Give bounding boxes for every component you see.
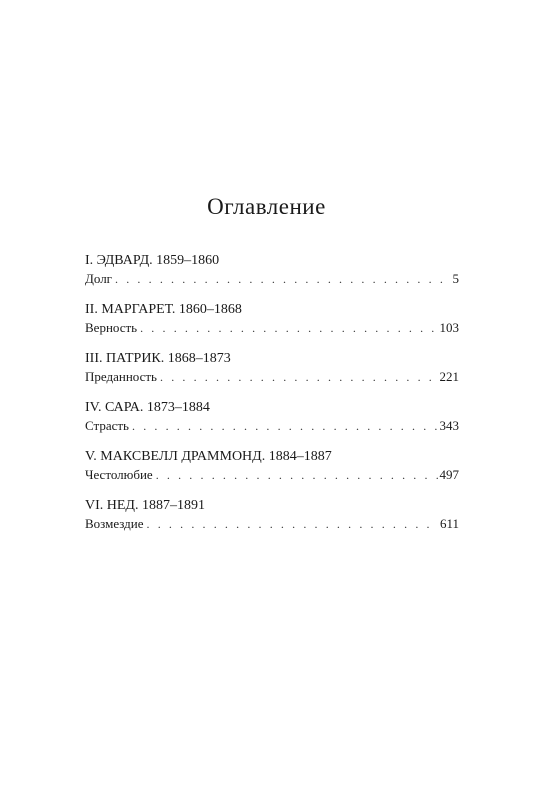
dot-leader bbox=[140, 320, 437, 337]
toc-entry[interactable] bbox=[85, 368, 459, 385]
dot-leader bbox=[147, 516, 438, 533]
part-heading: I. ЭДВАРД. 1859–1860 bbox=[85, 253, 220, 268]
toc-part bbox=[85, 301, 459, 336]
entry-title: Честолюбие bbox=[85, 467, 153, 482]
page-number: 103 bbox=[439, 320, 459, 335]
toc-entry[interactable] bbox=[85, 417, 459, 434]
page-number: 343 bbox=[439, 418, 459, 433]
entry-title: Верность bbox=[85, 320, 138, 335]
page-number: 221 bbox=[439, 369, 459, 384]
toc-part bbox=[85, 252, 459, 287]
page-number: 5 bbox=[452, 271, 459, 286]
toc-part bbox=[85, 497, 459, 532]
dot-leader bbox=[156, 467, 438, 484]
toc-entry[interactable] bbox=[85, 319, 459, 336]
dot-leader bbox=[115, 271, 450, 288]
entry-title: Преданность bbox=[85, 369, 157, 384]
page-number: 497 bbox=[439, 467, 459, 482]
dot-leader bbox=[132, 418, 438, 435]
toc-part bbox=[85, 350, 459, 385]
toc-part bbox=[85, 448, 459, 483]
part-heading: III. ПАТРИК. 1868–1873 bbox=[85, 351, 231, 366]
toc-entry[interactable] bbox=[85, 515, 459, 532]
dot-leader bbox=[160, 369, 438, 386]
part-heading: IV. САРА. 1873–1884 bbox=[85, 400, 210, 415]
entry-title: Долг bbox=[85, 271, 113, 286]
toc-entry[interactable] bbox=[85, 270, 459, 287]
part-heading: VI. НЕД. 1887–1891 bbox=[85, 498, 205, 513]
part-heading: II. МАРГАРЕТ. 1860–1868 bbox=[85, 302, 242, 317]
toc-part bbox=[85, 399, 459, 434]
part-heading: V. МАКСВЕЛЛ ДРАММОНД. 1884–1887 bbox=[85, 449, 332, 464]
table-of-contents bbox=[85, 252, 459, 546]
toc-entry[interactable] bbox=[85, 466, 459, 483]
entry-title: Возмездие bbox=[85, 516, 144, 531]
page-number: 611 bbox=[439, 516, 459, 531]
page-title: Оглавление bbox=[207, 194, 326, 219]
entry-title: Страсть bbox=[85, 418, 129, 433]
